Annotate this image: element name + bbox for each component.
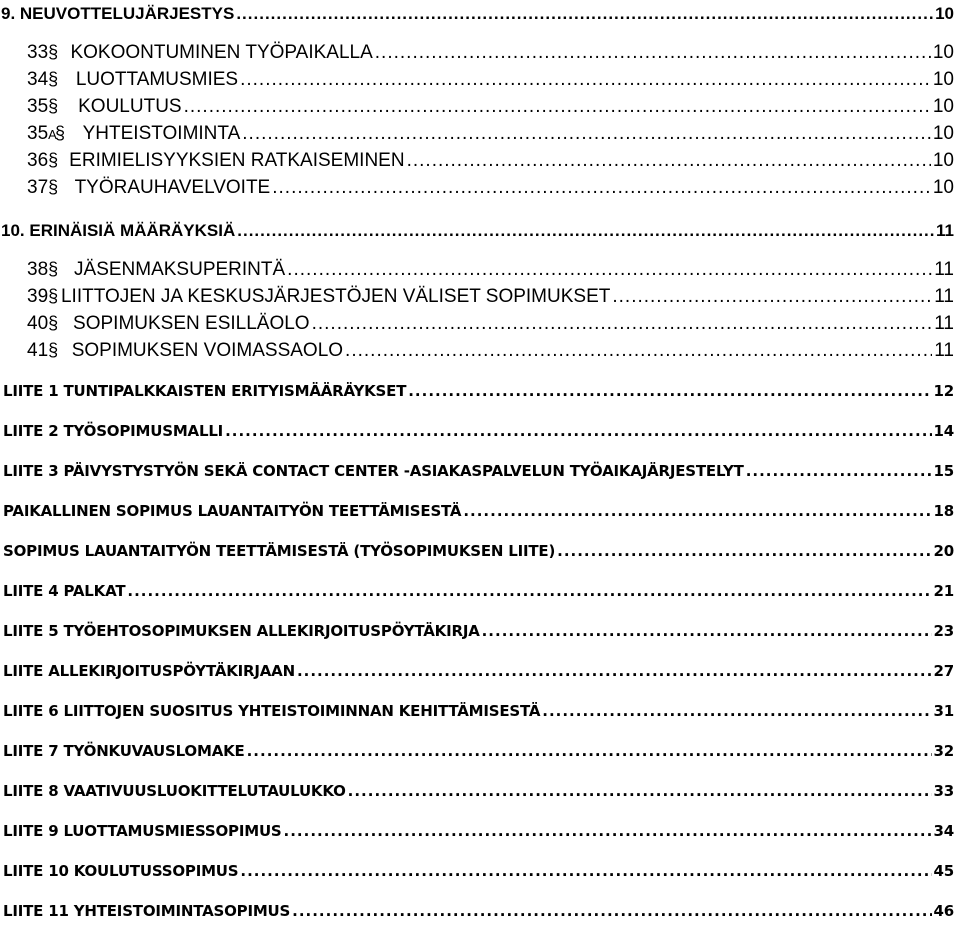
toc-section-row[interactable] <box>0 177 954 199</box>
section-number: 35A <box>27 123 57 144</box>
toc-appendix-row[interactable] <box>0 862 954 880</box>
section-number: 33 <box>27 42 49 63</box>
section-label: KOULUTUS <box>78 96 182 117</box>
section-number: 37 <box>27 177 49 198</box>
toc-section-row[interactable] <box>0 259 954 281</box>
leader-dots <box>225 422 931 440</box>
leader-dots <box>127 582 931 600</box>
section-sign: § <box>48 96 59 116</box>
appendix-label: LIITE 9 LUOTTAMUSMIESSOPIMUS <box>3 822 282 840</box>
section-label: SOPIMUKSEN ESILLÄOLO <box>73 313 310 334</box>
appendix-label: LIITE 11 YHTEISTOIMINTASOPIMUS <box>3 902 291 920</box>
appendix-label: LIITE 4 PALKAT <box>3 582 126 600</box>
appendix-label: LIITE 1 TUNTIPALKKAISTEN ERITYISMÄÄRÄYKSET <box>3 382 407 400</box>
toc-section-row[interactable] <box>0 96 954 118</box>
appendix-label: LIITE 7 TYÖNKUVAUSLOMAKE <box>3 742 245 760</box>
toc-heading-row[interactable] <box>0 4 954 24</box>
leader-dots <box>297 662 932 680</box>
toc-page-number: 10 <box>932 42 954 63</box>
toc-appendix-row[interactable] <box>0 902 954 920</box>
section-number: 39 <box>27 286 49 307</box>
toc-page-number: 14 <box>933 422 954 440</box>
section-sign: § <box>55 123 66 143</box>
toc-appendix-row[interactable] <box>0 622 954 640</box>
toc-appendix-row[interactable] <box>0 542 954 560</box>
leader-dots <box>240 862 931 880</box>
section-number: 40 <box>27 313 49 334</box>
leader-dots <box>482 622 932 640</box>
toc-page-number: 11 <box>936 221 954 240</box>
toc-section-row[interactable] <box>0 286 954 308</box>
section-label: SOPIMUKSEN VOIMASSAOLO <box>71 340 344 361</box>
toc-appendix-row[interactable] <box>0 582 954 600</box>
toc-page-number: 10 <box>935 4 954 23</box>
toc-page-number: 11 <box>934 340 954 361</box>
toc-appendix-row[interactable] <box>0 782 954 800</box>
section-label: KOKOONTUMINEN TYÖPAIKALLA <box>70 42 373 63</box>
toc-page-number: 11 <box>934 286 954 307</box>
toc-page-number: 10 <box>932 96 954 117</box>
toc-page-number: 46 <box>933 902 954 920</box>
toc-appendix-row[interactable] <box>0 822 954 840</box>
toc-page-number: 12 <box>933 382 954 400</box>
appendix-label: LIITE 3 PÄIVYSTYSTYÖN SEKÄ CONTACT CENTER -ASIAKASPALVELUN TYÖAIKAJÄRJESTELYT <box>3 462 744 480</box>
toc-section-row[interactable] <box>0 340 954 362</box>
toc-page-number: 21 <box>933 582 954 600</box>
section-label: ERIMIELISYYKSIEN RATKAISEMINEN <box>69 150 405 171</box>
toc-appendix-row[interactable] <box>0 662 954 680</box>
section-sign: § <box>48 150 59 170</box>
leader-dots <box>612 286 932 308</box>
toc-appendix-row[interactable] <box>0 702 954 720</box>
toc-heading-row[interactable] <box>0 221 954 241</box>
leader-dots <box>236 4 933 24</box>
toc-page-number: 15 <box>933 462 954 480</box>
leader-dots <box>408 382 931 400</box>
section-label: LUOTTAMUSMIES <box>75 69 239 90</box>
section-label: JÄSENMAKSUPERINTÄ <box>74 259 286 280</box>
leader-dots <box>284 822 932 840</box>
section-number: 41 <box>27 340 49 361</box>
toc-page-number: 45 <box>933 862 954 880</box>
leader-dots <box>557 542 931 560</box>
appendix-label: LIITE 5 TYÖEHTOSOPIMUKSEN ALLEKIRJOITUSPÖYTÄKIRJA <box>3 622 480 640</box>
section-number: 34 <box>27 69 49 90</box>
appendix-label: SOPIMUS LAUANTAITYÖN TEETTÄMISESTÄ (TYÖSOPIMUKSEN LIITE) <box>3 542 556 560</box>
leader-dots <box>375 42 931 64</box>
toc-page-number: 32 <box>933 742 954 760</box>
leader-dots <box>345 340 932 362</box>
toc-appendix-row[interactable] <box>0 502 954 520</box>
leader-dots <box>292 902 931 920</box>
toc-page-number: 33 <box>933 782 954 800</box>
appendix-label: PAIKALLINEN SOPIMUS LAUANTAITYÖN TEETTÄMISESTÄ <box>3 502 462 520</box>
section-sign: § <box>48 42 59 62</box>
section-label: TYÖRAUHAVELVOITE <box>74 177 271 198</box>
section-sign: § <box>48 177 59 197</box>
toc-appendix-row[interactable] <box>0 422 954 440</box>
toc-appendix-row[interactable] <box>0 742 954 760</box>
toc-page-number: 34 <box>933 822 954 840</box>
leader-dots <box>348 782 932 800</box>
leader-dots <box>240 69 931 91</box>
leader-dots <box>184 96 931 118</box>
section-number: 38 <box>27 259 49 280</box>
appendix-label: LIITE 10 KOULUTUSSOPIMUS <box>3 862 239 880</box>
leader-dots <box>407 150 931 172</box>
section-label: YHTEISTOIMINTA <box>82 123 241 144</box>
leader-dots <box>287 259 932 281</box>
leader-dots <box>746 462 932 480</box>
toc-page-number: 10 <box>932 150 954 171</box>
toc-page-number: 11 <box>934 313 954 334</box>
leader-dots <box>242 123 931 145</box>
appendix-label: LIITE ALLEKIRJOITUSPÖYTÄKIRJAAN <box>3 662 295 680</box>
toc-page-number: 11 <box>934 259 954 280</box>
toc-page-number: 31 <box>933 702 954 720</box>
toc-appendix-row[interactable] <box>0 462 954 480</box>
toc-page-number: 10 <box>932 69 954 90</box>
section-sign: § <box>48 259 59 279</box>
leader-dots <box>463 502 931 520</box>
toc-section-row[interactable] <box>0 150 954 172</box>
section-sign: § <box>48 286 59 306</box>
section-number: 35 <box>27 96 49 117</box>
appendix-label: LIITE 8 VAATIVUUSLUOKITTELUTAULUKKO <box>3 782 346 800</box>
appendix-label: LIITE 2 TYÖSOPIMUSMALLI <box>3 422 224 440</box>
section-sign: § <box>48 340 59 360</box>
toc-heading-label: 10. ERINÄISIÄ MÄÄRÄYKSIÄ <box>1 221 236 240</box>
toc-section-row[interactable] <box>0 313 954 335</box>
section-sign: § <box>48 313 59 333</box>
toc-section-row[interactable] <box>0 42 954 64</box>
section-number: 36 <box>27 150 49 171</box>
leader-dots <box>312 313 933 335</box>
toc-page-number: 23 <box>933 622 954 640</box>
toc-appendix-row[interactable] <box>0 382 954 400</box>
toc-page-number: 10 <box>932 123 954 144</box>
toc-section-row[interactable] <box>0 123 954 145</box>
toc-page-number: 20 <box>933 542 954 560</box>
toc-section-row[interactable] <box>0 69 954 91</box>
section-label: LIITTOJEN JA KESKUSJÄRJESTÖJEN VÄLISET SOPIMUKSET <box>60 286 611 307</box>
section-sign: § <box>48 69 59 89</box>
appendix-label: LIITE 6 LIITTOJEN SUOSITUS YHTEISTOIMINNAN KEHITTÄMISESTÄ <box>3 702 541 720</box>
leader-dots <box>542 702 931 720</box>
leader-dots <box>272 177 931 199</box>
toc-heading-label: 9. NEUVOTTELUJÄRJESTYS <box>1 4 235 23</box>
toc-page-number: 18 <box>933 502 954 520</box>
toc-page-number: 27 <box>933 662 954 680</box>
toc-page-number: 10 <box>932 177 954 198</box>
leader-dots <box>237 221 934 241</box>
leader-dots <box>247 742 932 760</box>
